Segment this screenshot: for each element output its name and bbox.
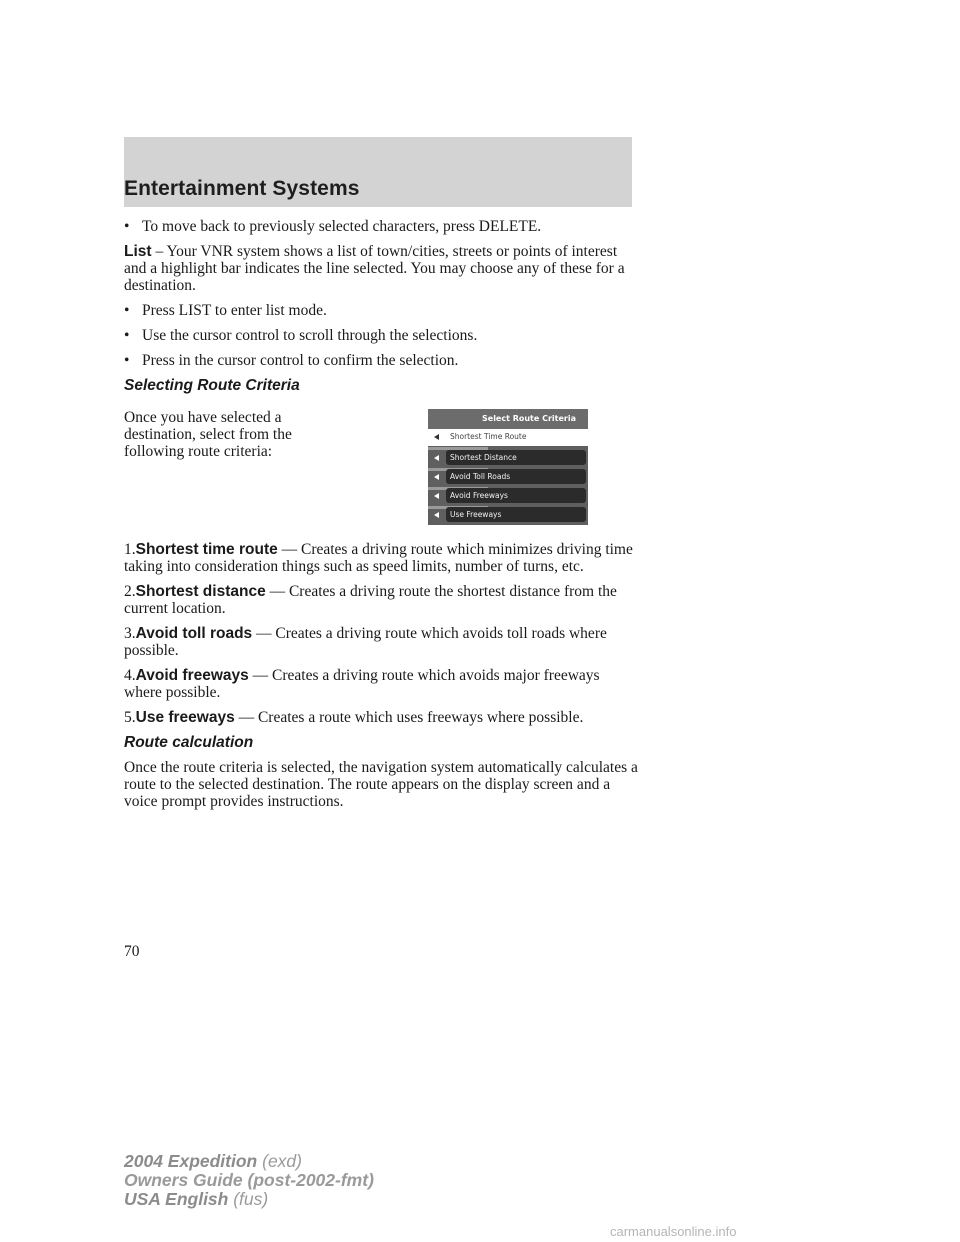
bullet-item [124,302,639,319]
route-criteria-screen [428,409,588,525]
footer-line-1 [124,1152,374,1171]
criteria-number: 2. [124,583,136,600]
footer-language: USA English [124,1189,229,1209]
bullet-icon: • [124,352,130,369]
criteria-term: Avoid toll roads [135,625,253,642]
arrow-left-icon [434,474,439,480]
criteria-term: Shortest time route [135,541,278,558]
route-calculation-text: Once the route criteria is selected, the navigation system automatically calculates a route to the selected destination. The route appears on the display screen and a voice prompt provides instructions. [124,759,638,810]
menu-item-label: Shortest Distance [446,450,586,465]
top-text-block [124,218,639,402]
bullet-text: To move back to previously selected characters, press DELETE. [142,218,542,235]
criteria-text: — Creates a route which uses freeways where possible. [234,709,584,726]
arrow-left-icon [434,455,439,461]
route-criteria-intro-text: Once you have selected a destination, select from the following route criteria: [124,409,292,460]
bullet-item [124,327,639,344]
criteria-item [124,583,639,617]
menu-item-use-freeways[interactable] [428,507,588,524]
criteria-text: — Creates a driving route which avoids toll roads where possible. [124,625,607,659]
menu-item-shortest-distance[interactable] [428,450,588,467]
section-title: Entertainment Systems [124,177,360,200]
list-description: – Your VNR system shows a list of town/cities, streets or points of interest and a highlight bar indicates the line selected. You may choose any of these for a destination. [124,243,625,294]
bullet-item [124,352,639,369]
criteria-number: 5. [124,709,136,726]
criteria-item [124,709,639,726]
criteria-item [124,625,639,659]
bullet-icon: • [124,302,130,319]
bullet-icon: • [124,218,130,235]
criteria-number: 1. [124,541,136,558]
footer-language-code: (fus) [233,1189,269,1209]
page-number: 70 [124,943,140,960]
criteria-text: — Creates a driving route the shortest distance from the current location. [124,583,617,617]
screen-title: Select Route Criteria [428,409,588,429]
criteria-item [124,541,639,575]
footer-model-code: (exd) [262,1151,302,1171]
menu-item-avoid-toll-roads[interactable] [428,469,588,486]
footer-line-3 [124,1190,374,1209]
arrow-left-icon [434,512,439,518]
criteria-number: 4. [124,667,136,684]
list-paragraph [124,243,639,294]
menu-item-avoid-freeways[interactable] [428,488,588,505]
list-term: List [124,243,152,260]
footer-line-2: Owners Guide (post-2002-fmt) [124,1170,374,1190]
bullet-text: Press in the cursor control to confirm the selection. [142,352,459,369]
route-criteria-intro [124,409,324,468]
arrow-left-icon [434,493,439,499]
heading-selecting-route-criteria: Selecting Route Criteria [124,377,300,394]
criteria-term: Use freeways [135,709,235,726]
menu-item-label: Use Freeways [446,507,586,522]
arrow-left-icon [434,434,439,440]
bullet-item [124,218,639,235]
heading-route-calculation: Route calculation [124,734,254,751]
section-header-band [124,137,632,207]
bullet-text: Press LIST to enter list mode. [142,302,327,319]
criteria-text: — Creates a driving route which avoids major freeways where possible. [124,667,600,701]
criteria-list [124,541,639,818]
bullet-text: Use the cursor control to scroll through the selections. [142,327,478,344]
document-footer [124,1152,374,1209]
criteria-text: — Creates a driving route which minimizes driving time taking into consideration things such as speed limits, number of turns, etc. [124,541,633,575]
menu-item-label: Shortest Time Route [450,432,527,441]
menu-item-label: Avoid Freeways [446,488,586,503]
criteria-item [124,667,639,701]
menu-item-label: Avoid Toll Roads [446,469,586,484]
watermark: carmanualsonline.info [610,1224,737,1239]
criteria-term: Shortest distance [135,583,266,600]
bullet-icon: • [124,327,130,344]
criteria-number: 3. [124,625,136,642]
menu-item-shortest-time-route[interactable] [428,429,588,446]
footer-model: 2004 Expedition [124,1151,258,1171]
criteria-term: Avoid freeways [135,667,249,684]
